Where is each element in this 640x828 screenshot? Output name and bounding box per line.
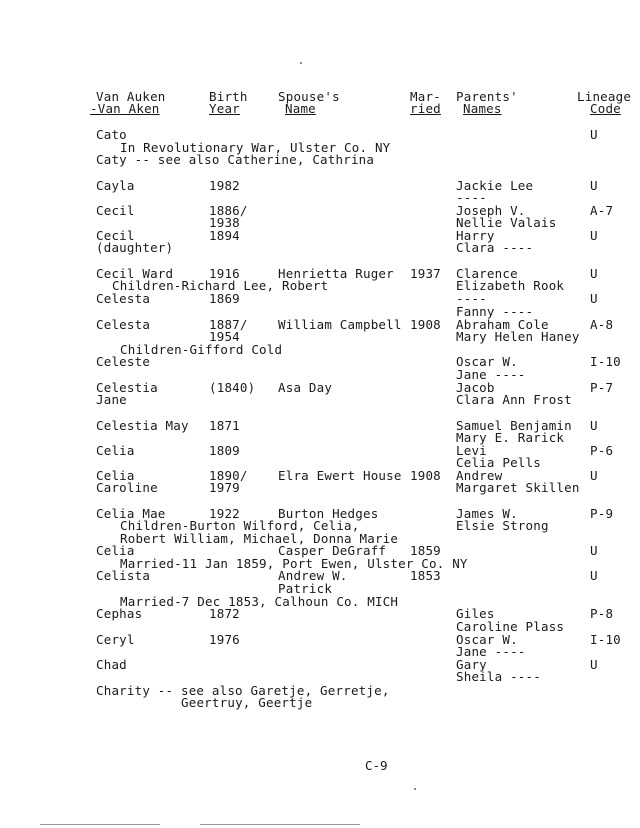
entry-birth-year: 1887/ [209,317,248,332]
entry-parents-names: Samuel Benjamin [456,418,572,433]
entry-parents-names: Clarence [456,266,518,281]
entry-name: (daughter) [96,240,174,255]
entry-lineage-code: U [590,657,598,672]
entry-birth-year: 1922 [209,506,240,521]
entry-parents-names: Fanny ---- [456,304,534,319]
entry-parents-names: Jacob [456,380,495,395]
entry-lineage-code: I-10 [590,632,621,647]
entry-lineage-code: P-6 [590,443,614,458]
entry-parents-names: Gary [456,657,487,672]
entry-lineage-code: U [590,127,598,142]
header-surname-variant-label: -Van Aken [90,101,160,116]
entry-birth-year: 1886/ [209,203,248,218]
entry-parents-names: Harry [456,228,495,243]
entry-parents-names: Andrew [456,468,503,483]
entry-name: Celia [96,468,135,483]
entry-parents-names: Abraham Cole [456,317,549,332]
entry-parents-names: Mary E. Rarick [456,430,565,445]
entry-birth-year: 1869 [209,291,240,306]
entry-birth-year: 1809 [209,443,240,458]
entry-name: Celia [96,443,135,458]
entry-parents-names: Mary Helen Haney [456,329,580,344]
entry-name: Cecil Ward [96,266,174,281]
header-code-label: Code [590,101,621,116]
entry-lineage-code: U [590,291,598,306]
entry-parents-names: Levi [456,443,487,458]
entry-lineage-code: P-8 [590,606,614,621]
entry-parents-names: Celia Pells [456,455,541,470]
header-birth-label: Birth [209,89,248,104]
entry-spouse-name: Elra Ewert House [278,468,402,483]
scan-speck [300,62,302,64]
entry-note: Geertruy, Geertje [181,695,313,710]
entry-parents-names: Sheila ---- [456,669,541,684]
entry-parents-names: Clara ---- [456,240,534,255]
entry-parents-names: Jane ---- [456,367,526,382]
entry-name: Celesta [96,317,151,332]
header-married-label-2: ried [410,101,441,116]
entry-birth-year: 1938 [209,215,240,230]
entry-name: Caroline [96,480,158,495]
header-spouse-name-label: Name [285,101,316,116]
entry-birth-year: (1840) [209,380,256,395]
header-surname-label: Van Auken [96,89,166,104]
entry-note: Children-Richard Lee, Robert [112,278,329,293]
entry-lineage-code: I-10 [590,354,621,369]
scan-edge-line [40,824,160,825]
entry-name: Celestia [96,380,158,395]
entry-name: Cecil [96,228,135,243]
entry-lineage-code: A-7 [590,203,614,218]
entry-name: Chad [96,657,127,672]
header-married-label: Mar- [410,89,441,104]
entry-birth-year: 1954 [209,329,240,344]
entry-married-year: 1908 [410,468,441,483]
header-parents-names-label: Names [463,101,502,116]
entry-name: Cayla [96,178,135,193]
entry-lineage-code: U [590,418,598,433]
entry-married-year: 1859 [410,543,441,558]
entry-lineage-code: P-7 [590,380,614,395]
entry-name: Cato [96,127,127,142]
header-lineage-label: Lineage [577,89,632,104]
entry-parents-names: ---- [456,190,487,205]
entry-name: Ceryl [96,632,135,647]
entry-note: Robert William, Michael, Donna Marie [120,531,399,546]
entry-birth-year: 1976 [209,632,240,647]
entry-married-year: 1937 [410,266,441,281]
entry-spouse-name: Henrietta Ruger [278,266,394,281]
entry-lineage-code: A-8 [590,317,614,332]
entry-name: Jane [96,392,127,407]
entry-lineage-code: U [590,228,598,243]
entry-name: Celista [96,568,151,583]
entry-parents-names: Elsie Strong [456,518,549,533]
entry-married-year: 1908 [410,317,441,332]
entry-spouse-name: Andrew W. [278,568,348,583]
entry-birth-year: 1894 [209,228,240,243]
page-number: C-9 [365,758,388,773]
entry-name: Celia [96,543,135,558]
entry-birth-year: 1979 [209,480,240,495]
entry-spouse-name: Patrick [278,581,333,596]
entry-note: Children-Gifford Cold [120,342,283,357]
entry-parents-names: Clara Ann Frost [456,392,572,407]
entry-lineage-code: U [590,543,598,558]
entry-parents-names: Joseph V. [456,203,526,218]
entry-note: Married-11 Jan 1859, Port Ewen, Ulster Co. NY [120,556,468,571]
header-parents-label: Parents' [456,89,518,104]
entry-note: Children-Burton Wilford, Celia, [120,518,360,533]
entry-name: Celia Mae [96,506,166,521]
entry-parents-names: Jane ---- [456,644,526,659]
entry-lineage-code: U [590,568,598,583]
entry-lineage-code: U [590,178,598,193]
entry-birth-year: 1890/ [209,468,248,483]
entry-note: Caty -- see also Catherine, Cathrina [96,152,375,167]
entry-lineage-code: U [590,266,598,281]
entry-name: Celestia May [96,418,189,433]
entry-parents-names: Oscar W. [456,632,518,647]
entry-parents-names: Caroline Plass [456,619,565,634]
entry-parents-names: Nellie Valais [456,215,557,230]
entry-spouse-name: Asa Day [278,380,333,395]
entry-parents-names: James W. [456,506,518,521]
entry-spouse-name: Casper DeGraff [278,543,387,558]
entry-parents-names: Elizabeth Rook [456,278,565,293]
header-spouse-label: Spouse's [278,89,340,104]
scan-edge-line [200,824,360,825]
entry-parents-names: Margaret Skillen [456,480,580,495]
entry-parents-names: Giles [456,606,495,621]
entry-birth-year: 1916 [209,266,240,281]
entry-spouse-name: Burton Hedges [278,506,379,521]
entry-birth-year: 1982 [209,178,240,193]
entry-birth-year: 1871 [209,418,240,433]
entry-name: Cephas [96,606,143,621]
entry-note: Charity -- see also Garetje, Gerretje, [96,683,390,698]
scan-speck [414,788,416,790]
entry-parents-names: Jackie Lee [456,178,534,193]
entry-parents-names: Oscar W. [456,354,518,369]
entry-note: Married-7 Dec 1853, Calhoun Co. MICH [120,594,399,609]
entry-spouse-name: William Campbell [278,317,402,332]
entry-lineage-code: U [590,468,598,483]
entry-married-year: 1853 [410,568,441,583]
entry-name: Celesta [96,291,151,306]
entry-name: Cecil [96,203,135,218]
entry-name: Celeste [96,354,151,369]
header-year-label: Year [209,101,240,116]
entry-parents-names: ---- [456,291,487,306]
entry-note: In Revolutionary War, Ulster Co. NY [120,140,391,155]
entry-lineage-code: P-9 [590,506,614,521]
entry-birth-year: 1872 [209,606,240,621]
